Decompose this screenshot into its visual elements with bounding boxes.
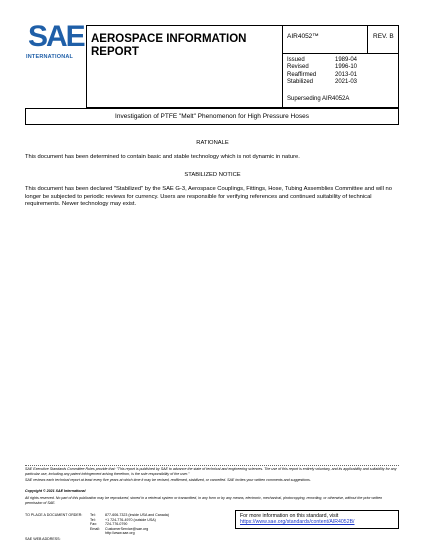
date-label: Revised — [287, 64, 309, 71]
copyright-notice: Copyright © 2021 SAE International — [25, 489, 86, 493]
header-divider — [367, 26, 368, 53]
sae-logo — [26, 22, 88, 66]
date-value: 2013-01 — [335, 71, 358, 78]
document-title: Investigation of PTFE "Melt" Phenomenon for High Pressure Hoses — [115, 113, 309, 120]
footer-disclaimer: SAE Executive Standards Committee Rules provide that: "This report is published by SAE to advance the state of technical and engineering sciences. The use of this report is entirely voluntary, and its applicability and suitability for any particular use, including any patent infringement arising therefrom, is the sole responsibility of the user." — [25, 467, 397, 476]
rationale-heading: RATIONALE — [196, 140, 229, 146]
date-value: 2021-03 — [335, 79, 358, 86]
stabilized-heading: STABILIZED NOTICE — [184, 172, 241, 178]
rationale-text: This document has been determined to contain basic and stable technology which is not dynamic in nature. — [25, 154, 300, 160]
order-label: TO PLACE A DOCUMENT ORDER: — [25, 513, 83, 517]
order-row — [25, 531, 169, 536]
rights-notice: All rights reserved. No part of this publication may be reproduced, stored in a retrieval system or transmitted, in any form or by any means, electronic, mechanical, photocopying, recording, or otherwise, without the prior written permission of SAE. — [25, 496, 383, 505]
contact-type — [90, 531, 105, 536]
document-number: AIR4052™ — [287, 33, 319, 40]
date-row — [287, 64, 357, 71]
logo-subtitle: INTERNATIONAL — [26, 54, 74, 60]
revision-label: REV. B — [373, 33, 394, 40]
footer-divider — [25, 465, 399, 466]
date-value: 1989-04 — [335, 57, 358, 63]
document-header — [86, 25, 399, 108]
contact-type: Email: — [90, 526, 100, 531]
contact-value: +1 724-776-4970 (outside USA) — [105, 517, 156, 522]
date-row — [287, 57, 357, 64]
web-address-label: SAE WEB ADDRESS: — [25, 537, 61, 541]
contact-type: Fax: — [90, 522, 97, 527]
sae-website-link[interactable]: http://www.sae.org — [105, 531, 135, 536]
logo-mark: SAE — [28, 20, 84, 53]
date-row — [287, 79, 357, 86]
header-divider — [282, 26, 283, 107]
standard-url-link[interactable]: https://www.sae.org/standards/content/AIR4052B/ — [240, 519, 355, 526]
date-history — [287, 57, 357, 87]
contact-type: Tel: — [90, 513, 96, 517]
more-info-box — [235, 510, 399, 529]
footer-review-note: SAE reviews each technical report at least every five years at which time it may be revised, reaffirmed, stabilized, or cancelled. SAE invites your written comments and suggestions. — [25, 478, 311, 482]
stabilized-text: This document has been declared "Stabilized" by the SAE G-3, Aerospace Couplings, Fittings, Hose, Tubing Assemblies Committee and will no longer be subjected to periodic reviews for currency. Users are responsible for verifying references and continued suitability of technical requirements. Newer technology may exist. — [25, 186, 392, 208]
order-contacts — [25, 513, 169, 536]
date-label: Reaffirmed — [287, 71, 317, 78]
contact-value: 724-776-0790 — [105, 522, 128, 527]
contact-email-link[interactable]: CustomerService@sae.org — [105, 526, 149, 531]
header-divider — [282, 53, 398, 54]
date-value: 1996-10 — [335, 64, 358, 71]
more-info-text: For more information on this standard, visit — [240, 513, 339, 519]
contact-type: Tel: — [90, 517, 96, 522]
date-label: Issued — [287, 57, 305, 63]
contact-value: 877-606-7323 (inside USA and Canada) — [105, 513, 169, 517]
document-title-box — [25, 108, 399, 125]
report-type: AEROSPACE INFORMATION REPORT — [91, 33, 247, 58]
date-row — [287, 72, 357, 79]
date-label: Stabilized — [287, 79, 314, 86]
superseding-note: Superseding AIR4052A — [287, 96, 350, 102]
